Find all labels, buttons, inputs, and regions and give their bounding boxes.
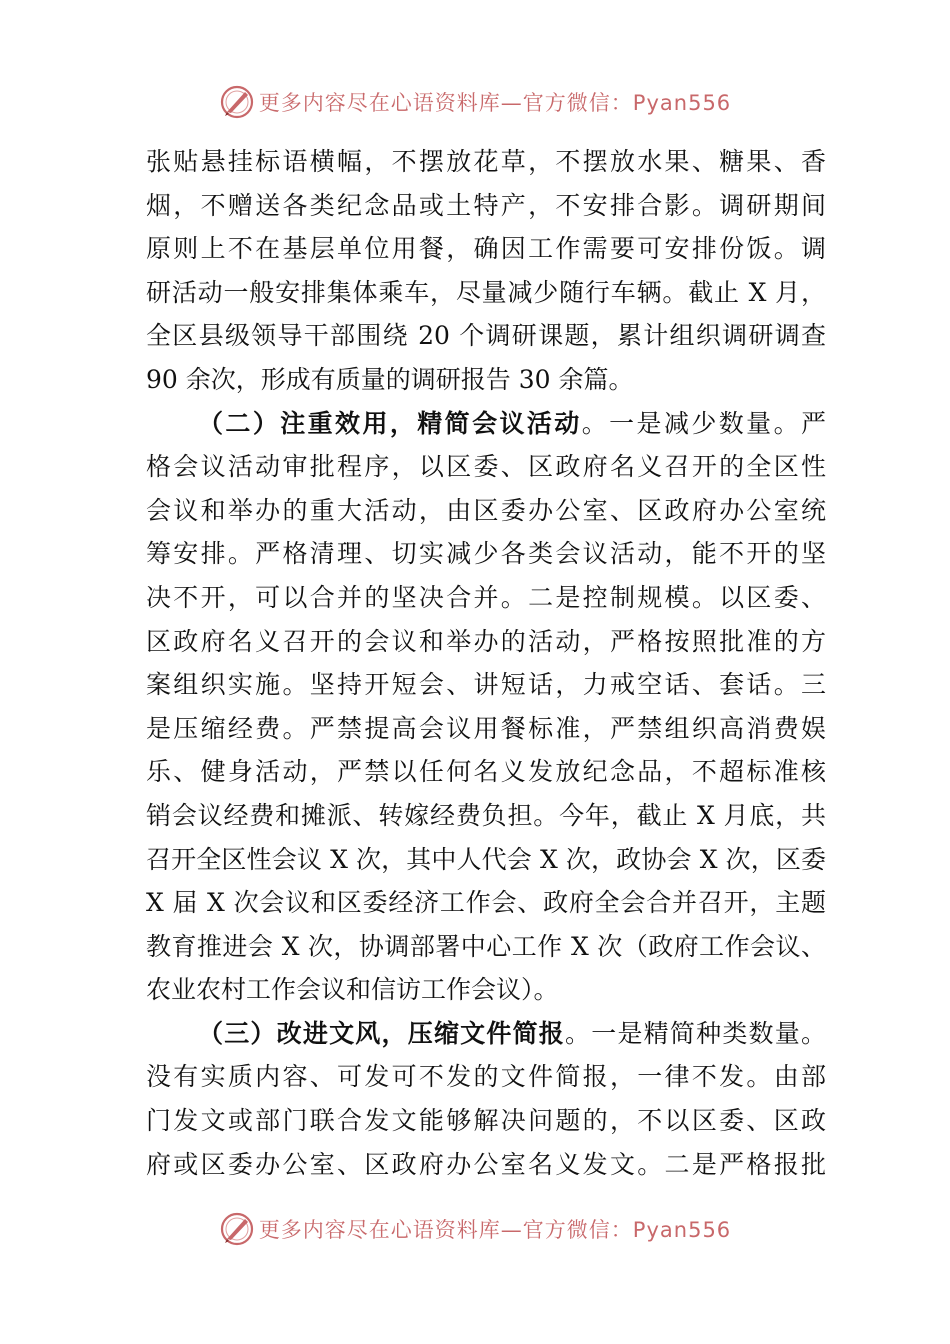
line-text: 决不开，可以合并的坚决合并。二是控制规模。以区委、	[146, 582, 826, 612]
text-line	[146, 271, 826, 315]
section-heading-line	[146, 402, 826, 446]
line-text: 乐、健身活动，严禁以任何名义发放纪念品，不超标准核	[146, 757, 826, 787]
text-line	[146, 1099, 826, 1143]
text-line	[146, 358, 826, 402]
text-line	[146, 663, 826, 707]
text-line	[146, 489, 826, 533]
line-text: 研活动一般安排集体乘车，尽量减少随行车辆。截止 X 月，	[146, 277, 826, 307]
text-line	[146, 227, 826, 271]
document-body	[146, 140, 826, 1186]
text-line	[146, 794, 826, 838]
line-text: 没有实质内容、可发可不发的文件简报，一律不发。由部	[146, 1062, 826, 1092]
text-line	[146, 445, 826, 489]
line-text: X 届 X 次会议和区委经济工作会、政府全会合并召开，主题	[146, 888, 826, 918]
line-text: 区政府名义召开的会议和举办的活动，严格按照批准的方	[146, 626, 826, 656]
text-line	[146, 707, 826, 751]
text-line	[146, 314, 826, 358]
text-line	[146, 1143, 826, 1187]
line-text: 全区县级领导干部围绕 20 个调研课题，累计组织调研调查	[146, 321, 826, 351]
text-line	[146, 968, 826, 1012]
text-line	[146, 184, 826, 228]
watermark-text: 更多内容尽在心语资料库—官方微信：Pyan556	[258, 91, 732, 115]
text-line	[146, 838, 826, 882]
text-line	[146, 532, 826, 576]
line-text: 90 余次，形成有质量的调研报告 30 余篇。	[146, 364, 634, 394]
line-text: 召开全区性会议 X 次，其中人代会 X 次，政协会 X 次，区委	[146, 844, 826, 874]
text-line	[146, 750, 826, 794]
text-line	[146, 1055, 826, 1099]
line-text: 案组织实施。坚持开短会、讲短话，力戒空话、套话。三	[146, 670, 826, 700]
line-text: 会议和举办的重大活动，由区委办公室、区政府办公室统	[146, 495, 826, 525]
header-watermark	[0, 80, 950, 124]
line-text: 农业农村工作会议和信访工作会议）。	[146, 975, 559, 1005]
text-line	[146, 925, 826, 969]
quill-seal-icon	[219, 84, 255, 120]
line-text: 销会议经费和摊派、转嫁经费负担。今年，截止 X 月底，共	[146, 800, 826, 830]
line-text: 烟，不赠送各类纪念品或土特产，不安排合影。调研期间	[146, 190, 826, 220]
quill-seal-icon	[219, 1211, 255, 1247]
text-line	[146, 576, 826, 620]
line-text: 筹安排。严格清理、切实减少各类会议活动，能不开的坚	[146, 539, 826, 569]
line-text: 张贴悬挂标语横幅，不摆放花草，不摆放水果、糖果、香	[146, 147, 826, 176]
text-line	[146, 140, 826, 184]
section-heading-line	[146, 1012, 826, 1056]
section-heading: （三）改进文风，压缩文件简报	[198, 1018, 566, 1048]
line-text: 府或区委办公室、区政府办公室名义发文。二是严格报批	[146, 1149, 826, 1179]
line-text: 门发文或部门联合发文能够解决问题的，不以区委、区政	[146, 1106, 826, 1136]
line-text: 原则上不在基层单位用餐，确因工作需要可安排份饭。调	[146, 234, 826, 264]
line-text: 格会议活动审批程序，以区委、区政府名义召开的全区性	[146, 452, 826, 482]
line-text: 。一是减少数量。严	[581, 408, 826, 438]
line-text: 。一是精简种类数量。	[565, 1018, 826, 1048]
watermark-text: 更多内容尽在心语资料库—官方微信：Pyan556	[258, 1218, 732, 1242]
footer-watermark	[0, 1207, 950, 1251]
line-text: 是压缩经费。严禁提高会议用餐标准，严禁组织高消费娱	[146, 713, 826, 743]
text-line	[146, 620, 826, 664]
line-text: 教育推进会 X 次，协调部署中心工作 X 次（政府工作会议、	[146, 931, 826, 961]
section-heading: （二）注重效用，精简会议活动	[198, 408, 582, 438]
text-line	[146, 881, 826, 925]
